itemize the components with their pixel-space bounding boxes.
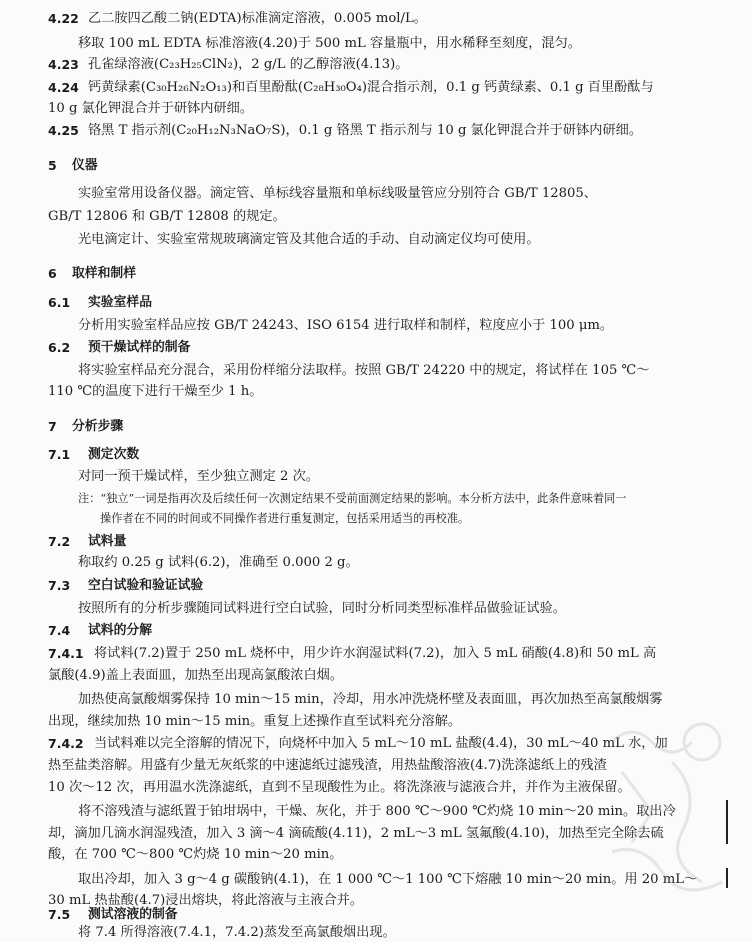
clause-text: 乙二胺四乙酸二钠(EDTA)标准滴定溶液，0.005 mol/L。 bbox=[88, 11, 427, 26]
note-text: 操作者在不同的时间或不同操作者进行重复测定，包括采用适当的再校准。 bbox=[100, 512, 470, 525]
text-line: 取出冷却，加入 3 g～4 g 碳酸钠(4.1)，在 1 000 ℃～1 100 ℃下熔融 10 min～20 min。用 20 mL～ bbox=[78, 872, 698, 887]
section-title: 测试溶液的制备 bbox=[88, 907, 178, 922]
clause-number: 4.22 bbox=[48, 11, 79, 26]
text-line: 将实验室样品充分混合，采用份样缩分法取样。按照 GB/T 24220 中的规定，将试样在 105 ℃～ bbox=[78, 363, 650, 378]
text-line: 10 g 氯化钾混合并于研钵内研细。 bbox=[48, 101, 254, 116]
text-line: 却，滴加几滴水润湿残渣，加入 3 滴～4 滴硫酸(4.11)，2 mL～3 mL 氢氟酸(4.10)，加热至完全除去硫 bbox=[48, 826, 664, 841]
section-number: 7 bbox=[48, 419, 57, 434]
section-number: 6 bbox=[48, 266, 57, 281]
text-line: 将不溶残渣与滤纸置于铂坩埚中，干燥、灰化，并于 800 ℃～900 ℃灼烧 10 min～20 min。取出冷 bbox=[78, 804, 676, 819]
text-line: 热至盐类溶解。用盛有少量无灰纸浆的中速滤纸过滤残渣，用热盐酸溶液(4.7)洗涤滤纸上的残渣 bbox=[48, 758, 607, 773]
clause-text: 孔雀绿溶液(C₂₃H₂₅ClN₂)，2 g/L 的乙醇溶液(4.13)。 bbox=[88, 57, 409, 72]
text-line: 按照所有的分析步骤随同试料进行空白试验，同时分析同类型标准样品做验证试验。 bbox=[78, 601, 566, 616]
section-number: 7.5 bbox=[48, 907, 71, 922]
text-line: 光电滴定计、实验室常规玻璃滴定管及其他合适的手动、自动滴定仪均可使用。 bbox=[78, 232, 540, 247]
section-number: 7.2 bbox=[48, 534, 71, 549]
section-title: 取样和制样 bbox=[72, 266, 136, 281]
clause-text: 将试料(7.2)置于 250 mL 烧杯中，用少许水润湿试料(7.2)，加入 5 mL 硝酸(4.8)和 50 mL 高 bbox=[94, 646, 657, 661]
clause-text: 铬黑 T 指示剂(C₂₀H₁₂N₃NaO₇S)，0.1 g 铬黑 T 指示剂与 10 g 氯化钾混合并于研钵内研细。 bbox=[88, 123, 643, 138]
text-line: GB/T 12806 和 GB/T 12808 的规定。 bbox=[48, 209, 286, 224]
note-text: 注：“独立”一词是指再次及后续任何一次测定结果不受前面测定结果的影响。本分析方法中，此条件意味着同一 bbox=[78, 492, 627, 505]
section-number: 7.1 bbox=[48, 447, 71, 462]
section-title: 测定次数 bbox=[88, 447, 140, 462]
clause-number: 7.4.1 bbox=[48, 646, 84, 661]
section-number: 6.1 bbox=[48, 295, 71, 310]
text-line: 加热使高氯酸烟雾保持 10 min～15 min，冷却，用水冲洗烧杯壁及表面皿，再次加热至高氯酸烟雾 bbox=[78, 692, 663, 707]
text-line: 分析用实验室样品应按 GB/T 24243、ISO 6154 进行取样和制样，粒度应小于 100 μm。 bbox=[78, 318, 614, 333]
clause-number: 4.23 bbox=[48, 57, 79, 72]
clause-text: 当试料难以完全溶解的情况下，向烧杯中加入 5 mL～10 mL 盐酸(4.4)，30 mL～40 mL 水，加 bbox=[94, 736, 668, 751]
section-number: 7.3 bbox=[48, 578, 71, 593]
text-line: 110 ℃的温度下进行干燥至少 1 h。 bbox=[48, 384, 263, 399]
clause-number: 7.4.2 bbox=[48, 736, 84, 751]
text-line: 实验室常用设备仪器。滴定管、单标线容量瓶和单标线吸量管应分别符合 GB/T 12805、 bbox=[78, 186, 597, 201]
text-line: 氯酸(4.9)盖上表面皿，加热至出现高氯酸浓白烟。 bbox=[48, 668, 344, 683]
text-line: 将 7.4 所得溶液(7.4.1，7.4.2)蒸发至高氯酸烟出现。 bbox=[78, 925, 396, 940]
section-number: 6.2 bbox=[48, 340, 71, 355]
margin-change-bar bbox=[726, 800, 728, 844]
text-line: 30 mL 热盐酸(4.7)浸出熔块，将此溶液与主液合并。 bbox=[48, 893, 364, 908]
text-line: 称取约 0.25 g 试料(6.2)，准确至 0.000 2 g。 bbox=[78, 555, 359, 570]
text-line: 酸，在 700 ℃～800 ℃灼烧 10 min～20 min。 bbox=[48, 847, 343, 862]
section-title: 空白试验和验证试验 bbox=[88, 578, 204, 593]
margin-change-bar bbox=[726, 868, 728, 888]
section-title: 分析步骤 bbox=[72, 419, 124, 434]
text-line: 出现，继续加热 10 min～15 min。重复上述操作直至试料充分溶解。 bbox=[48, 714, 462, 729]
section-number: 5 bbox=[48, 158, 57, 173]
text-line: 对同一预干燥试样，至少独立测定 2 次。 bbox=[78, 469, 319, 484]
text-line: 移取 100 mL EDTA 标准溶液(4.20)于 500 mL 容量瓶中，用水稀释至刻度，混匀。 bbox=[78, 36, 581, 51]
section-title: 实验室样品 bbox=[88, 295, 152, 310]
clause-number: 4.25 bbox=[48, 123, 79, 138]
section-title: 仪器 bbox=[72, 158, 98, 173]
clause-text: 钙黄绿素(C₃₀H₂₆N₂O₁₃)和百里酚酞(C₂₈H₃₀O₄)混合指示剂，0.1 g 钙黄绿素、0.1 g 百里酚酞与 bbox=[88, 80, 654, 95]
section-title: 试料量 bbox=[88, 534, 127, 549]
section-title: 预干燥试样的制备 bbox=[88, 340, 191, 355]
clause-number: 4.24 bbox=[48, 80, 79, 95]
text-line: 10 次～12 次，再用温水洗涤滤纸，直到不呈现酸性为止。将洗涤液与滤液合并，并作为主液保留。 bbox=[48, 780, 631, 795]
section-number: 7.4 bbox=[48, 623, 71, 638]
section-title: 试料的分解 bbox=[88, 623, 152, 638]
